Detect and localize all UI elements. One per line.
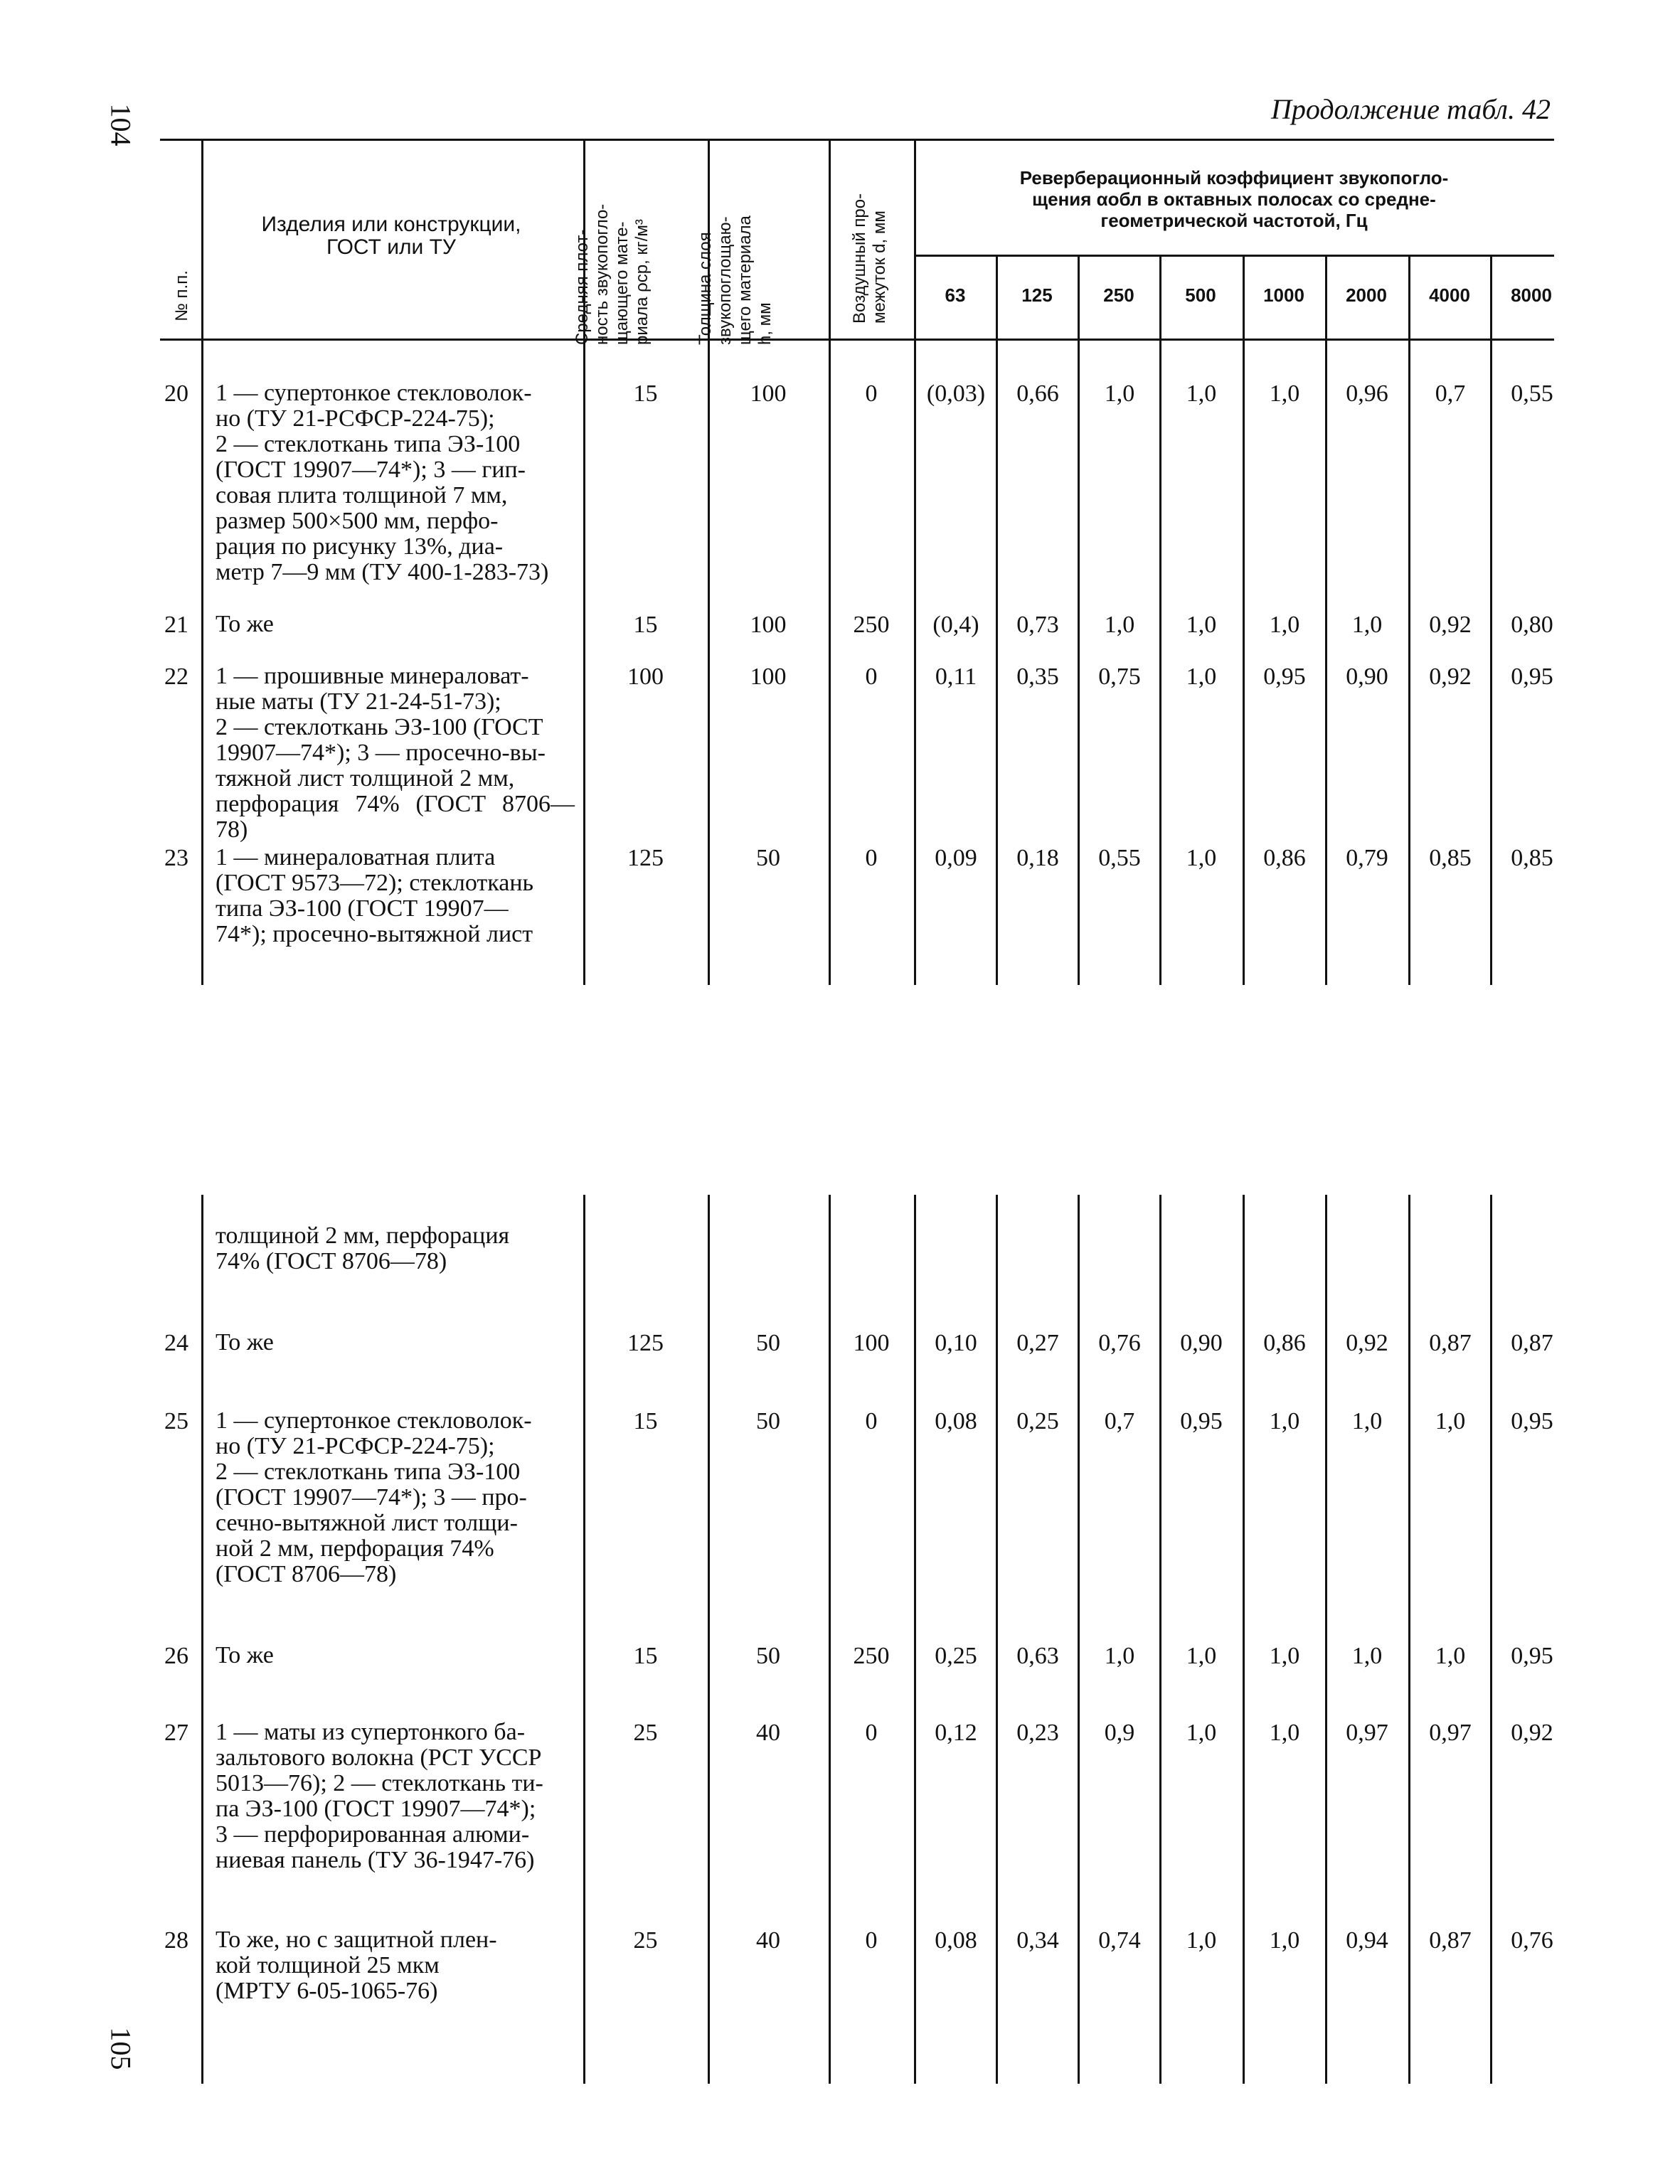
coef-value-1000: 0,86 — [1263, 1330, 1306, 1356]
row-number: 28 — [164, 1927, 188, 1954]
coef-value-500: 1,0 — [1186, 380, 1217, 407]
coef-value-1000: 1,0 — [1269, 1408, 1300, 1434]
row-number: 21 — [164, 612, 188, 638]
freq-header-63: 63 — [945, 284, 966, 306]
gap-value: 0 — [865, 664, 878, 690]
density-value: 100 — [627, 664, 664, 690]
coef-value-4000: 0,92 — [1429, 612, 1472, 638]
density-value: 25 — [633, 1720, 658, 1746]
gap-value: 0 — [865, 845, 878, 871]
coef-value-1000: 1,0 — [1269, 1643, 1300, 1669]
column-line — [201, 1195, 203, 2084]
density-value: 25 — [633, 1927, 658, 1954]
header-bottom-rule — [160, 339, 1554, 341]
density-value: 15 — [633, 380, 658, 407]
coef-value-63: 0,08 — [935, 1408, 977, 1434]
coef-value-500: 1,0 — [1186, 612, 1217, 638]
coef-value-500: 1,0 — [1186, 664, 1217, 690]
coef-value-1000: 1,0 — [1269, 1927, 1300, 1954]
coef-value-2000: 0,97 — [1346, 1720, 1388, 1746]
coef-value-125: 0,27 — [1016, 1330, 1059, 1356]
freq-header-8000: 8000 — [1511, 284, 1552, 306]
row-description: 1 — прошивные минераловат- ные маты (ТУ 21-24-51-73); 2 — стеклоткань ЭЗ-100 (ГОСТ 19907—74*); 3 — просечно-вы- тяжной лист толщиной 2 мм, перфорация 74% (ГОСТ 8706—78) — [216, 663, 575, 843]
coef-value-2000: 1,0 — [1351, 1643, 1383, 1669]
coef-value-1000: 1,0 — [1269, 612, 1300, 638]
row-number: 24 — [164, 1330, 188, 1356]
header-gap: Воздушный про- межуток d, мм — [850, 193, 889, 324]
thickness-value: 100 — [750, 664, 787, 690]
coef-value-4000: 0,7 — [1435, 380, 1466, 407]
row-number: 26 — [164, 1643, 188, 1669]
row-description: 1 — маты из супертонкого ба- зальтового волокна (РСТ УССР 5013—76); 2 — стеклоткань ти- па ЭЗ-100 (ГОСТ 19907—74*); 3 — перфорированная алюми- ниевая панель (ТУ 36-1947-76) — [216, 1719, 543, 1873]
thickness-value: 40 — [756, 1720, 780, 1746]
row-description: 1 — супертонкое стекловолок- но (ТУ 21-РСФСР-224-75); 2 — стеклоткань типа ЭЗ-100 (ГОСТ 19907—74*); 3 — про- сечно-вытяжной лист толщи- ной 2 мм, перфорация 74% (ГОСТ 8706—78) — [216, 1407, 532, 1587]
coef-value-500: 1,0 — [1186, 845, 1217, 871]
row-number: 20 — [164, 380, 188, 407]
coef-value-250: 1,0 — [1104, 380, 1135, 407]
gap-value: 0 — [865, 1927, 878, 1954]
coef-value-125: 0,66 — [1016, 380, 1059, 407]
coef-value-2000: 0,94 — [1346, 1927, 1388, 1954]
coef-value-1000: 0,86 — [1263, 845, 1306, 871]
header-thickness: Толщина слоя звукопоглощаю- щего материала h, мм — [696, 215, 775, 345]
coef-value-8000: 0,95 — [1511, 1643, 1553, 1669]
density-value: 125 — [627, 845, 664, 871]
page-number-top: 104 — [105, 103, 137, 147]
coef-value-8000: 0,76 — [1511, 1927, 1553, 1954]
gap-value: 0 — [865, 380, 878, 407]
coef-value-250: 0,9 — [1104, 1720, 1135, 1746]
coef-value-4000: 0,97 — [1429, 1720, 1472, 1746]
row-number: 27 — [164, 1720, 188, 1746]
column-line — [708, 1195, 710, 2084]
coef-value-63: 0,09 — [935, 845, 977, 871]
gap-value: 250 — [853, 612, 890, 638]
row-description: толщиной 2 мм, перфорация 74% (ГОСТ 8706—78) — [216, 1222, 510, 1274]
coef-value-63: (0,03) — [926, 380, 986, 407]
density-value: 15 — [633, 1643, 658, 1669]
row-description: То же — [216, 1329, 274, 1355]
coef-value-2000: 1,0 — [1351, 1408, 1383, 1434]
coef-value-125: 0,63 — [1016, 1643, 1059, 1669]
column-line — [829, 1195, 831, 2084]
row-description: То же — [216, 1642, 274, 1668]
coef-value-4000: 0,85 — [1429, 845, 1472, 871]
table-caption: Продолжение табл. 42 — [1270, 93, 1551, 125]
row-number: 25 — [164, 1408, 188, 1434]
coef-value-500: 0,90 — [1180, 1330, 1223, 1356]
freq-header-4000: 4000 — [1429, 284, 1470, 306]
coef-value-2000: 0,79 — [1346, 845, 1388, 871]
coef-value-125: 0,73 — [1016, 612, 1059, 638]
thickness-value: 50 — [756, 1408, 780, 1434]
row-description: То же, но с защитной плен- кой толщиной 25 мкм (МРТУ 6-05-1065-76) — [216, 1927, 497, 2004]
freq-header-500: 500 — [1185, 284, 1216, 306]
gap-value: 0 — [865, 1720, 878, 1746]
coef-value-63: 0,12 — [935, 1720, 977, 1746]
coef-value-125: 0,34 — [1016, 1927, 1059, 1954]
row-description: 1 — супертонкое стекловолок- но (ТУ 21-РСФСР-224-75); 2 — стеклоткань типа ЭЗ-100 (ГОСТ 19907—74*); 3 — гип- совая плита толщиной 7 мм, размер 500×500 мм, перфо- рация по рисунку 13%, диа- метр 7—9 мм (ТУ 400-1-283-73) — [216, 380, 549, 585]
thickness-value: 50 — [756, 1643, 780, 1669]
column-line — [583, 1195, 585, 2084]
row-number: 22 — [164, 664, 188, 690]
table-top-rule — [160, 139, 1554, 141]
coef-value-4000: 0,87 — [1429, 1330, 1472, 1356]
gap-value: 250 — [853, 1643, 890, 1669]
coef-value-63: (0,4) — [932, 612, 979, 638]
coef-value-63: 0,10 — [935, 1330, 977, 1356]
gap-value: 100 — [853, 1330, 890, 1356]
freq-header-1000: 1000 — [1263, 284, 1304, 306]
coef-value-2000: 0,92 — [1346, 1330, 1388, 1356]
coef-value-2000: 1,0 — [1351, 612, 1383, 638]
coef-value-4000: 1,0 — [1435, 1408, 1466, 1434]
coef-value-63: 0,25 — [935, 1643, 977, 1669]
coef-value-250: 1,0 — [1104, 1643, 1135, 1669]
header-item: Изделия или конструкции, ГОСТ или ТУ — [261, 213, 521, 259]
density-value: 125 — [627, 1330, 664, 1356]
freq-header-2000: 2000 — [1346, 284, 1387, 306]
coef-value-125: 0,23 — [1016, 1720, 1059, 1746]
coef-value-8000: 0,55 — [1511, 380, 1553, 407]
coef-value-1000: 0,95 — [1263, 664, 1306, 690]
row-description: То же — [216, 611, 274, 637]
header-density: Средняя плот- ность звукопогло- щающего мате- риала ρср, кг/м³ — [573, 203, 652, 345]
density-value: 15 — [633, 1408, 658, 1434]
coef-value-2000: 0,96 — [1346, 380, 1388, 407]
thickness-value: 50 — [756, 1330, 780, 1356]
coef-value-4000: 1,0 — [1435, 1643, 1466, 1669]
thickness-value: 100 — [750, 612, 787, 638]
coef-value-63: 0,08 — [935, 1927, 977, 1954]
coef-value-500: 1,0 — [1186, 1643, 1217, 1669]
coef-value-1000: 1,0 — [1269, 380, 1300, 407]
coef-value-8000: 0,85 — [1511, 845, 1553, 871]
row-description: 1 — минераловатная плита (ГОСТ 9573—72); стеклоткань типа ЭЗ-100 (ГОСТ 19907— 74*); просечно-вытяжной лист — [216, 844, 534, 947]
coef-value-250: 1,0 — [1104, 612, 1135, 638]
coef-value-8000: 0,80 — [1511, 612, 1553, 638]
coef-value-250: 0,7 — [1104, 1408, 1135, 1434]
coef-value-63: 0,11 — [935, 664, 977, 690]
coef-value-500: 1,0 — [1186, 1927, 1217, 1954]
row-number: 23 — [164, 845, 188, 871]
coef-value-8000: 0,87 — [1511, 1330, 1553, 1356]
freq-header-250: 250 — [1103, 284, 1134, 306]
coef-value-250: 0,76 — [1098, 1330, 1141, 1356]
coef-value-125: 0,35 — [1016, 664, 1059, 690]
freq-header-rule — [914, 255, 1554, 257]
header-coefficient: Реверберационный коэффициент звукопогло- щения αобл в октавных полосах со средне- геометрической частотой, Гц — [1019, 167, 1449, 231]
gap-value: 0 — [865, 1408, 878, 1434]
coef-value-8000: 0,92 — [1511, 1720, 1553, 1746]
coef-value-8000: 0,95 — [1511, 664, 1553, 690]
column-line — [201, 139, 203, 985]
coef-value-4000: 0,87 — [1429, 1927, 1472, 1954]
coef-value-500: 0,95 — [1180, 1408, 1223, 1434]
coef-value-8000: 0,95 — [1511, 1408, 1553, 1434]
thickness-value: 100 — [750, 380, 787, 407]
coef-value-125: 0,18 — [1016, 845, 1059, 871]
thickness-value: 50 — [756, 845, 780, 871]
coef-value-250: 0,74 — [1098, 1927, 1141, 1954]
column-line — [829, 139, 831, 985]
coef-value-250: 0,55 — [1098, 845, 1141, 871]
coef-value-1000: 1,0 — [1269, 1720, 1300, 1746]
coef-value-500: 1,0 — [1186, 1720, 1217, 1746]
header-num: № п.п. — [172, 270, 191, 321]
coef-value-4000: 0,92 — [1429, 664, 1472, 690]
coef-value-250: 0,75 — [1098, 664, 1141, 690]
page-number-bottom: 105 — [105, 2027, 137, 2070]
freq-header-125: 125 — [1021, 284, 1053, 306]
thickness-value: 40 — [756, 1927, 780, 1954]
coef-value-125: 0,25 — [1016, 1408, 1059, 1434]
density-value: 15 — [633, 612, 658, 638]
coef-value-2000: 0,90 — [1346, 664, 1388, 690]
